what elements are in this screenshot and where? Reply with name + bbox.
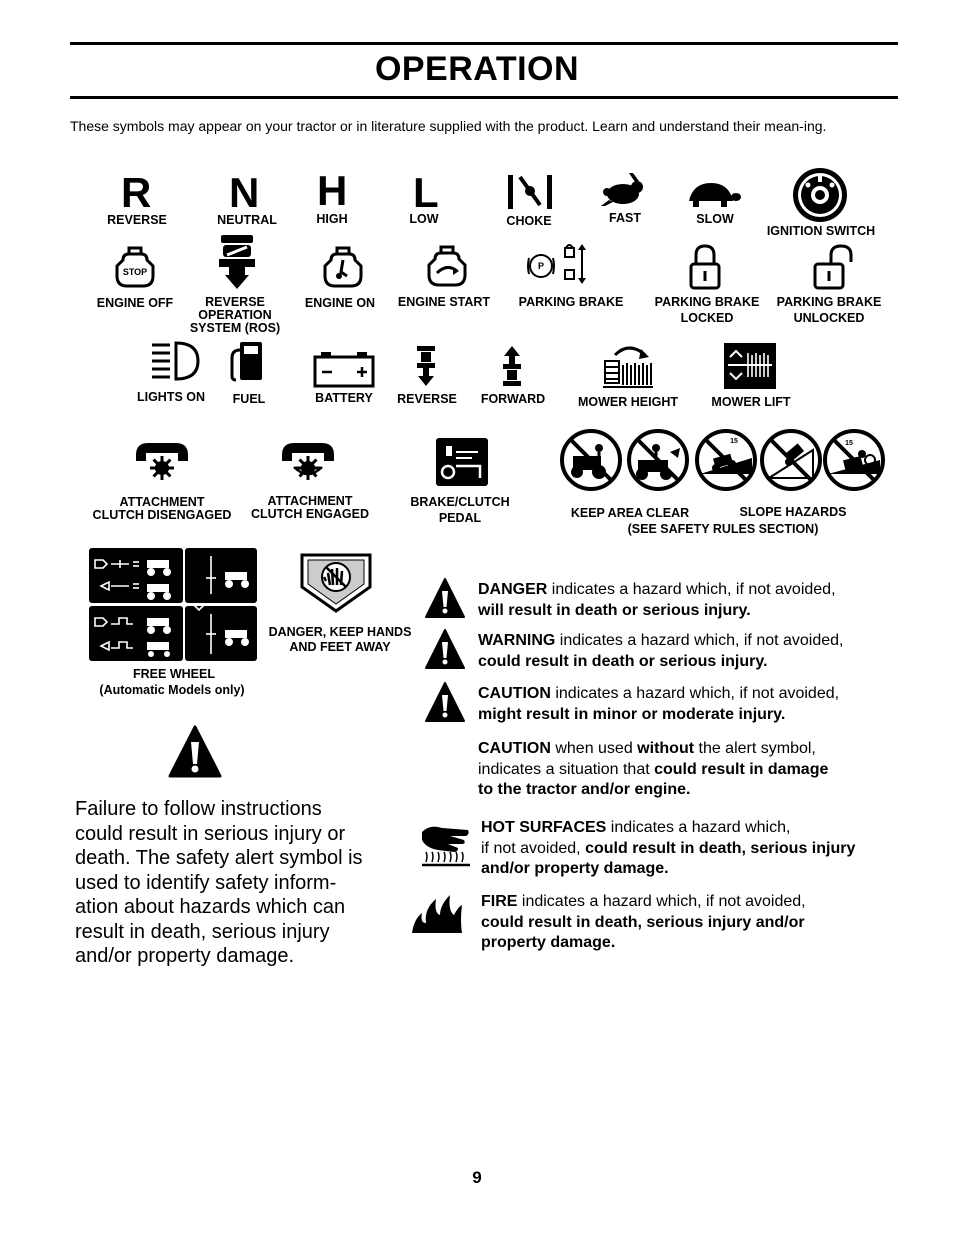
caution2-bold2: to the tractor and/or engine.	[478, 781, 691, 798]
rabbit-icon	[599, 172, 647, 208]
reverse-letter-icon: R	[121, 169, 152, 216]
keep-hands-feet-away-icon	[300, 553, 372, 613]
attachment-clutch-engaged-icon	[280, 441, 336, 485]
caution2-text-a: when used	[550, 740, 638, 757]
caution2-without: without	[637, 740, 695, 757]
hot-word: HOT SURFACES	[481, 819, 607, 836]
label-lights-on: LIGHTS ON	[136, 390, 206, 404]
label-mower-height: MOWER HEIGHT	[578, 395, 678, 409]
label-forward: FORWARD	[480, 392, 546, 406]
padlock-locked-icon	[689, 244, 721, 290]
low-letter-icon: L	[413, 169, 439, 216]
label-parking-brake: PARKING BRAKE	[518, 295, 624, 309]
danger-word: DANGER	[478, 581, 548, 598]
fire-bold2: property damage.	[481, 934, 616, 951]
hot-text: indicates a hazard which,	[606, 819, 791, 836]
turtle-icon	[683, 181, 741, 209]
free-wheel-panel-icon	[89, 548, 257, 662]
mower-height-icon	[601, 341, 655, 389]
label-hands-1: DANGER, KEEP HANDS	[268, 625, 412, 639]
danger-text: indicates a hazard which, if not avoided,	[547, 581, 836, 598]
safety-alert-large-icon	[167, 724, 223, 780]
caution-bold: might result in minor or moderate injury.	[478, 705, 786, 723]
danger-definition	[478, 580, 898, 621]
label-mower-lift: MOWER LIFT	[711, 395, 791, 409]
slope-degree-2: 15	[845, 440, 853, 447]
title-rule	[70, 96, 898, 99]
label-att-eng-1: ATTACHMENT	[267, 494, 353, 508]
label-pb-locked-1: PARKING BRAKE	[654, 295, 760, 309]
caution-definition	[478, 684, 898, 725]
slope-degree-1: 15	[730, 438, 738, 445]
label-high: HIGH	[316, 212, 348, 226]
mower-lift-icon	[724, 343, 776, 389]
padlock-unlocked-icon	[813, 244, 857, 290]
label-see-safety: (SEE SAFETY RULES SECTION)	[627, 522, 819, 536]
label-pb-locked-2: LOCKED	[680, 311, 734, 325]
label-reverse2: REVERSE	[397, 392, 457, 406]
fire-definition	[481, 892, 901, 954]
caution-text: indicates a hazard which, if not avoided,	[550, 685, 840, 702]
danger-alert-icon	[424, 577, 466, 619]
label-keep-clear: KEEP AREA CLEAR	[570, 506, 690, 520]
label-low: LOW	[409, 212, 439, 226]
label-slope: SLOPE HAZARDS	[739, 505, 847, 519]
label-pb-unlocked-1: PARKING BRAKE	[776, 295, 882, 309]
caution2-bold1: could result in damage	[654, 760, 829, 778]
label-engine-start: ENGINE START	[397, 295, 491, 309]
hot-bold2: and/or property damage.	[481, 860, 669, 877]
label-choke: CHOKE	[506, 214, 552, 228]
warning-alert-icon	[424, 628, 466, 670]
fire-icon	[410, 893, 464, 935]
engine-on-icon	[321, 246, 365, 290]
caution-word: CAUTION	[478, 685, 551, 702]
caution2-text-c: indicates a situation that	[478, 760, 655, 778]
high-letter-icon: H	[317, 167, 348, 214]
parking-brake-p: P	[537, 261, 544, 271]
caution2-word: CAUTION	[478, 740, 551, 757]
slope-hazard-2-icon	[759, 428, 823, 492]
fire-word: FIRE	[481, 893, 518, 910]
warning-bold: could result in death or serious injury.	[478, 652, 768, 670]
label-ignition: IGNITION SWITCH	[766, 224, 876, 238]
brake-clutch-pedal-icon	[436, 438, 488, 486]
label-engine-on: ENGINE ON	[304, 296, 376, 310]
hot-surface-icon	[420, 822, 472, 868]
label-fuel: FUEL	[232, 392, 266, 406]
headlight-icon	[148, 339, 200, 383]
caution2-text-b: the alert symbol,	[694, 740, 816, 757]
fire-bold1: could result in death, serious injury and/or	[481, 913, 805, 931]
label-brake-2: PEDAL	[438, 511, 482, 525]
ignition-switch-icon	[792, 167, 848, 223]
hot-text2: if not avoided,	[481, 839, 586, 857]
forward-arrow-icon	[501, 344, 523, 388]
hot-bold1: could result in death, serious injury	[585, 839, 856, 857]
label-free-wheel-1: FREE WHEEL	[133, 667, 215, 681]
label-att-eng-2: CLUTCH ENGAGED	[250, 507, 370, 521]
label-hands-2: AND FEET AWAY	[289, 640, 391, 654]
warning-word: WARNING	[478, 632, 556, 649]
label-slow: SLOW	[696, 212, 734, 226]
fuel-pump-icon	[230, 340, 264, 382]
label-ros-1: REVERSE	[205, 295, 265, 309]
warning-definition	[478, 631, 898, 672]
label-att-dis-1: ATTACHMENT	[119, 495, 205, 509]
label-reverse: REVERSE	[107, 213, 167, 227]
label-fast: FAST	[609, 211, 641, 225]
label-battery: BATTERY	[315, 391, 373, 405]
label-att-dis-2: CLUTCH DISENGAGED	[92, 508, 232, 522]
top-rule	[70, 42, 898, 45]
intro-text: These symbols may appear on your tractor or in literature supplied with the product. Learn and understand their mean-ing.	[70, 118, 827, 134]
label-brake-1: BRAKE/CLUTCH	[410, 495, 510, 509]
attachment-clutch-disengaged-icon	[134, 441, 190, 481]
caution-alert-icon	[424, 681, 466, 723]
label-ros-3: SYSTEM (ROS)	[189, 321, 281, 335]
danger-bold: will result in death or serious injury.	[478, 601, 751, 619]
keep-clear-child-icon	[559, 428, 623, 492]
label-pb-unlocked-2: UNLOCKED	[793, 311, 865, 325]
engine-off-stop-text: STOP	[122, 267, 148, 277]
caution2-definition	[478, 739, 898, 801]
label-ros-2: OPERATION	[198, 308, 272, 322]
slope-hazard-1-icon	[694, 428, 758, 492]
page-number: 9	[472, 1168, 482, 1187]
failure-paragraph: Failure to follow instructions could result in serious injury or death. The safety alert symbol is used to identify safety inform-ation about hazards which can result in death, serious injury and/or property damage.	[75, 798, 363, 967]
warning-text: indicates a hazard which, if not avoided,	[555, 632, 844, 649]
label-free-wheel-2: (Automatic Models only)	[99, 683, 245, 697]
battery-icon	[313, 352, 375, 388]
ros-icon	[217, 233, 257, 293]
engine-start-icon	[425, 245, 469, 289]
neutral-letter-icon: N	[229, 169, 260, 216]
choke-icon	[506, 173, 554, 213]
fire-text: indicates a hazard which, if not avoided,	[517, 893, 806, 910]
label-neutral: NEUTRAL	[217, 213, 277, 227]
page-title: OPERATION	[374, 50, 580, 88]
keep-clear-person-icon	[626, 428, 690, 492]
hot-surfaces-definition	[481, 818, 901, 880]
reverse-arrow-icon	[415, 344, 437, 388]
label-engine-off: ENGINE OFF	[96, 296, 174, 310]
